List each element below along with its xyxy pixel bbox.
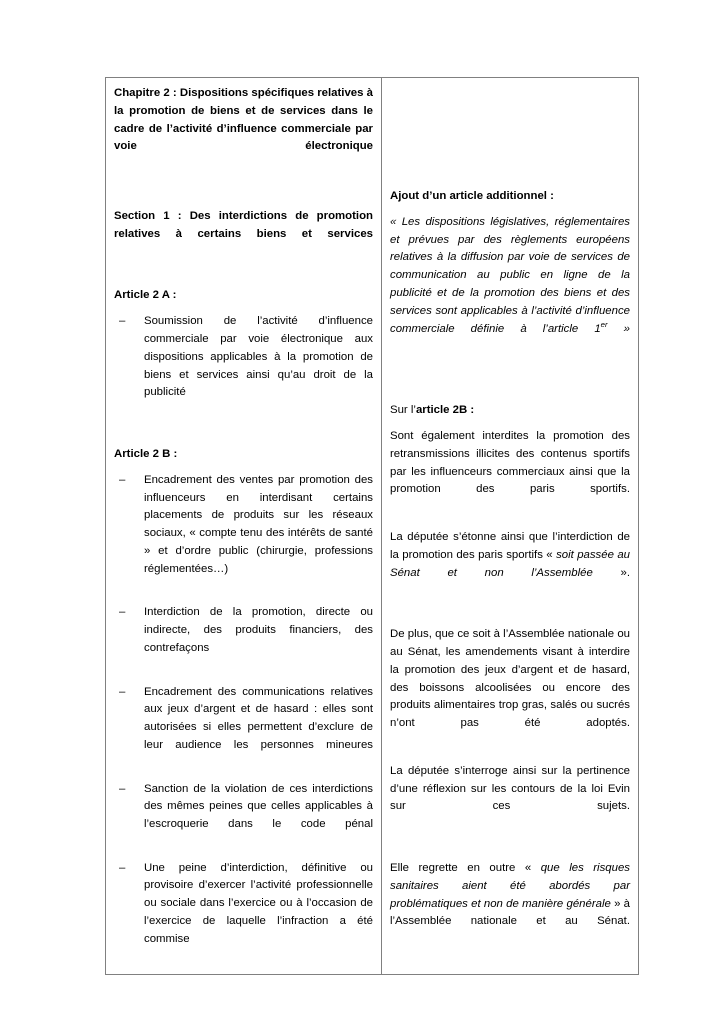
spacer	[114, 464, 373, 472]
paragraph-text-part-1: Elle regrette en outre «	[390, 861, 541, 874]
paragraph-deputy-surprise	[390, 529, 630, 600]
spacer	[390, 356, 630, 390]
additional-article-heading: Ajout d’un article additionnel :	[390, 190, 554, 202]
bullet-dash-icon: –	[119, 861, 126, 874]
chapter-heading: Chapitre 2 : Dispositions spécifiques relatives à la promotion de biens et de services dans le cadre de l’activité d’influence commerciale par voie électronique	[114, 87, 373, 153]
quote-text-part-2: »	[607, 322, 630, 335]
list-item	[114, 604, 373, 675]
list-item-text: Encadrement des communications relatives aux jeux d’argent et de hasard : elles sont autorisées si elles permettent d’exclure de leur audience les personnes mineures	[144, 685, 373, 751]
article-2b-bullet-list	[114, 472, 373, 967]
table-cell-left	[106, 78, 382, 975]
additional-article-quote	[390, 214, 630, 356]
bullet-dash-icon: –	[119, 685, 126, 698]
spacer	[390, 85, 630, 188]
comment-heading-article-ref: article 2B	[415, 404, 468, 417]
spacer	[390, 751, 630, 763]
list-item	[114, 781, 373, 852]
section-heading: Section 1 : Des interdictions de promotion relatives à certains biens et services	[114, 209, 373, 240]
article-2a-bullet-list	[114, 313, 373, 420]
paragraph-loi-evin: La députée s’interroge ainsi sur la pertinence d’une réflexion sur les contours de la loi Evin sur ces sujets.	[390, 764, 630, 813]
spacer	[390, 618, 630, 626]
bullet-dash-icon: –	[119, 606, 126, 619]
paragraph-amendments-rejected: De plus, que ce soit à l’Assemblée nationale ou au Sénat, les amendements visant à interdire la promotion des jeux d’argent et de hasard, des boissons alcoolisées ou encore des produits alimentaires trop gras, salés ou sucrés n’ont pas été adoptés.	[390, 628, 630, 730]
quote-text-part-1: « Les dispositions législatives, réglementaires et prévues par des règlements européens relatives à la diffusion par voie de services de communication au public en ligne de la publicité et de la promotion des biens et des services sont applicables à l’activité d’influence commerciale définie à l’article 1	[390, 215, 630, 335]
bullet-dash-icon: –	[119, 315, 126, 328]
spacer	[390, 517, 630, 529]
spacer	[114, 261, 373, 287]
paragraph-text-part-2: ».	[592, 566, 630, 579]
spacer	[390, 834, 630, 852]
article-2b-comment-heading	[390, 402, 630, 420]
ordinal-suffix: er	[600, 319, 608, 329]
list-item	[114, 472, 373, 597]
paragraph-text-part-2: » à l’Assemblée nationale et au Sénat.	[390, 897, 630, 928]
paragraph-health-risks	[390, 860, 630, 949]
article-2b-heading: Article 2 B :	[114, 447, 178, 460]
list-item	[114, 313, 373, 420]
list-item-text: Une peine d’interdiction, définitive ou provisoire d’exercer l’activité professionnelle ou sociale dans l’exercice ou à l’occasion de l’exercice de laquelle l’infraction a été commise	[144, 861, 373, 945]
list-item	[114, 684, 373, 773]
list-item-text: Encadrement des ventes par promotion des influenceurs en interdisant certains placements de produits sur les réseaux sociaux, « compte tenu des intérêts de santé » et d’ordre public (chirurgie, professions réglementées…)	[144, 473, 373, 575]
list-item-text: Interdiction de la promotion, directe ou indirecte, des produits financiers, des contrefaçons	[144, 606, 373, 654]
spacer	[114, 305, 373, 313]
spacer	[390, 852, 630, 860]
paragraph-sports-promotion: Sont également interdites la promotion des retransmissions illicites des contenus sportifs par les influenceurs commerciaux ainsi que la promotion des paris sportifs.	[390, 429, 630, 496]
paragraph-quoted-italic: soit passée au Sénat et non l’Assemblée	[390, 548, 630, 579]
table-cell-right	[382, 78, 639, 975]
table-row	[106, 78, 639, 975]
paragraph-quoted-italic: que les risques sanitaires aient été abordés par problématiques et non de manière générale	[390, 861, 630, 910]
bullet-dash-icon: –	[119, 782, 126, 795]
comment-heading-suffix: :	[467, 404, 475, 417]
list-item-text: Soumission de l’activité d’influence commerciale par voie électronique aux dispositions applicables à la promotion de biens et services ainsi qu’au droit de la publicité	[144, 315, 373, 399]
comment-heading-prefix: Sur l’	[390, 404, 416, 417]
list-item-text: Sanction de la violation de ces interdictions des mêmes peines que celles applicables à l’escroquerie dans le code pénal	[144, 782, 373, 831]
spacer	[390, 206, 630, 214]
list-item	[114, 860, 373, 967]
spacer	[390, 420, 630, 428]
spacer	[390, 390, 630, 402]
comparison-table	[105, 77, 639, 975]
article-2a-heading: Article 2 A :	[114, 289, 177, 302]
paragraph-text-part-1: La députée s’étonne ainsi que l’interdiction de la promotion des paris sportifs «	[390, 530, 630, 561]
spacer	[114, 420, 373, 446]
spacer	[390, 600, 630, 618]
bullet-dash-icon: –	[119, 473, 126, 486]
spacer	[114, 174, 373, 208]
